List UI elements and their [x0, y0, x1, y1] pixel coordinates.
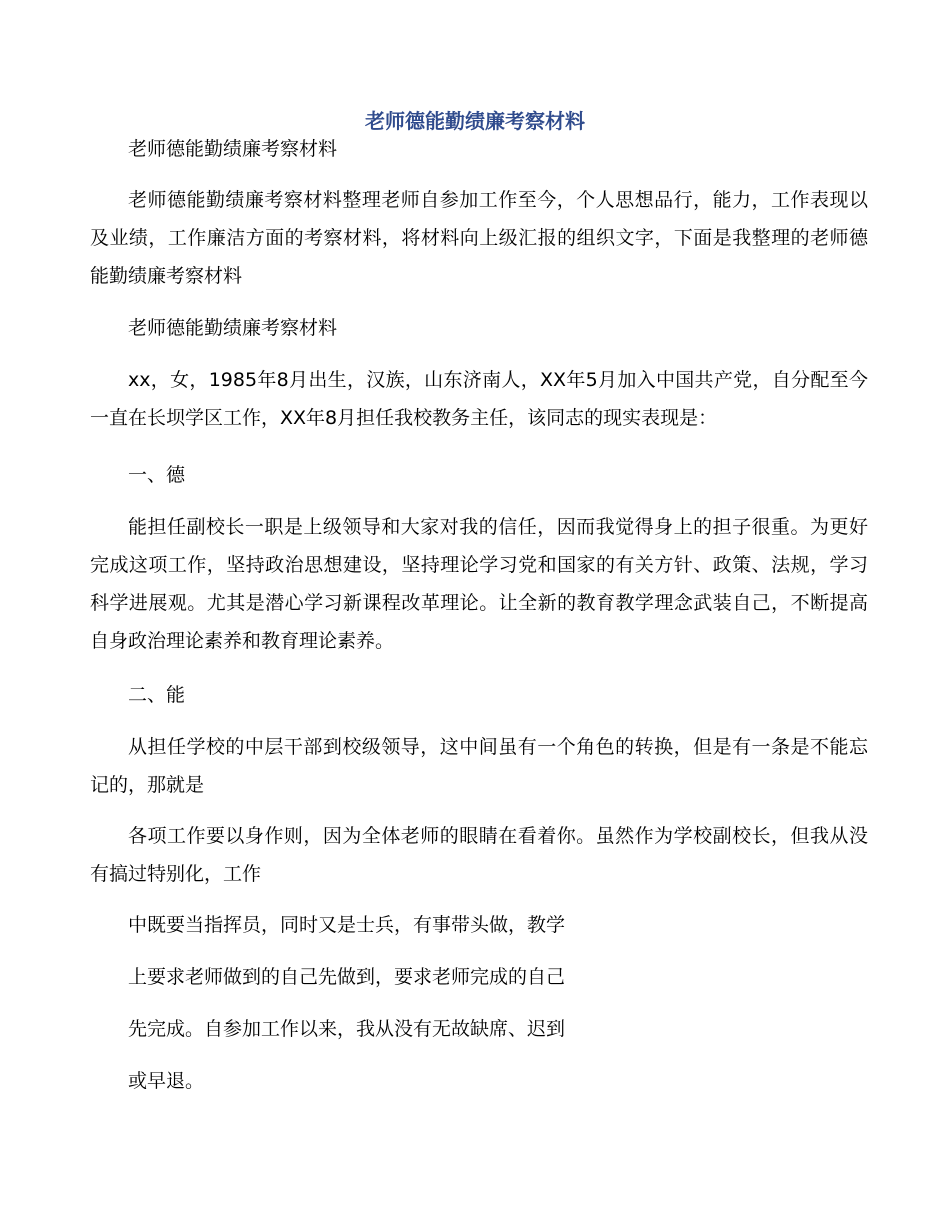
paragraph-subtitle: 老师德能勤绩廉考察材料: [128, 138, 338, 160]
section-heading-de: 一、德: [128, 464, 186, 486]
paragraph-de-body: 能担任副校长一职是上级领导和大家对我的信任，因而我觉得身上的担子很重。为更好完成这项工作，坚持政治思想建设，坚持理论学习党和国家的有关方针、政策、法规，学习科学进展观。尤其是潜心学习新课程改革理论。让全新的教育教学理念武装自己，不断提高自身政治理论素养和教育理论素养。: [90, 516, 868, 652]
paragraph-intro: 老师德能勤绩廉考察材料整理老师自参加工作至今，个人思想品行，能力，工作表现以及业绩，工作廉洁方面的考察材料，将材料向上级汇报的组织文字，下面是我整理的老师德能勤绩廉考察材料: [90, 189, 868, 287]
paragraph-neng-body-2: 各项工作要以身作则，因为全体老师的眼睛在看着你。虽然作为学校副校长，但我从没有搞过特别化，工作: [90, 825, 868, 885]
paragraph-heading: 老师德能勤绩廉考察材料: [128, 317, 338, 339]
paragraph-neng-body-5: 先完成。自参加工作以来，我从没有无故缺席、迟到: [128, 1018, 566, 1040]
paragraph-neng-body-4: 上要求老师做到的自己先做到，要求老师完成的自己: [128, 966, 566, 988]
document-title: 老师德能勤绩廉考察材料: [365, 109, 585, 133]
paragraph-profile: xx，女，1985年8月出生，汉族，山东济南人，XX年5月加入中国共产党，自分配至今一直在长坝学区工作，XX年8月担任我校教务主任，该同志的现实表现是：: [90, 369, 868, 429]
section-heading-neng: 二、能: [128, 684, 186, 706]
paragraph-neng-body-3: 中既要当指挥员，同时又是士兵，有事带头做，教学: [128, 914, 566, 936]
paragraph-neng-body-6: 或早退。: [128, 1070, 205, 1092]
paragraph-neng-body-1: 从担任学校的中层干部到校级领导，这中间虽有一个角色的转换，但是有一条是不能忘记的，那就是: [90, 736, 868, 796]
